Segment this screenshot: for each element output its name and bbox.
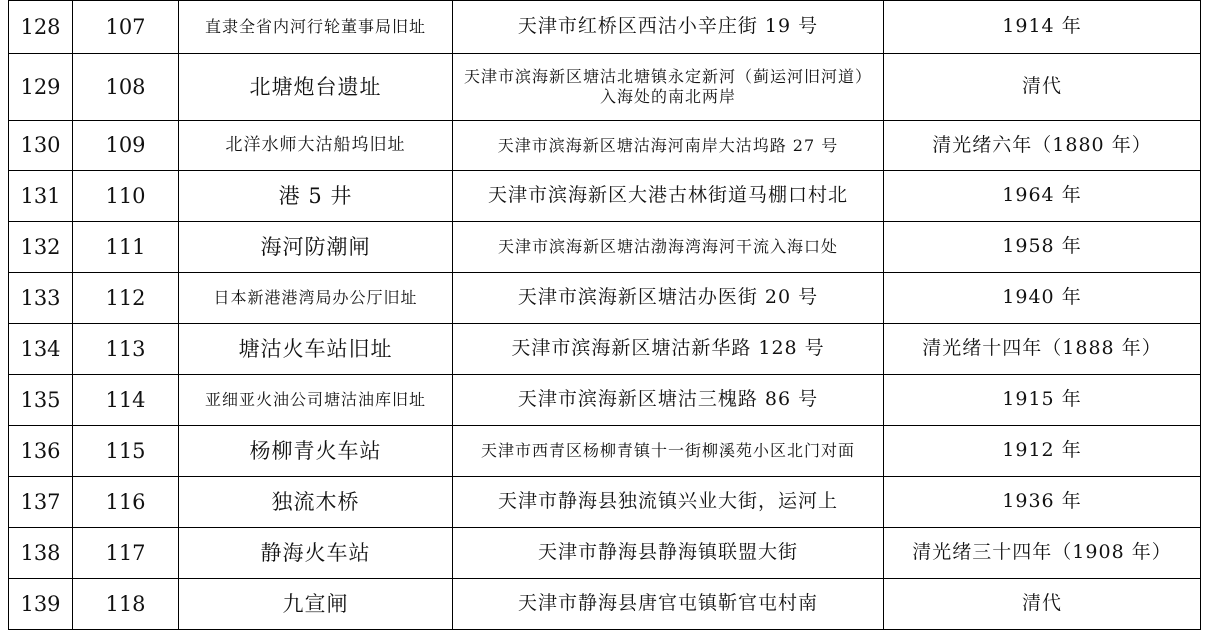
site-address: 天津市滨海新区塘沽渤海湾海河干流入海口处: [453, 222, 884, 273]
table-row: [9, 528, 1201, 579]
site-name: 静海火车站: [179, 528, 453, 579]
site-id: 111: [73, 222, 179, 273]
site-date: 1958 年: [884, 222, 1201, 273]
row-number: 129: [9, 54, 73, 121]
table-row: [9, 121, 1201, 171]
site-address: 天津市静海县静海镇联盟大街: [453, 528, 884, 579]
site-date: 1914 年: [884, 1, 1201, 54]
site-id: 109: [73, 121, 179, 171]
site-id: 115: [73, 426, 179, 477]
table-row: [9, 54, 1201, 121]
table-row: [9, 375, 1201, 426]
site-date: 1912 年: [884, 426, 1201, 477]
site-id: 118: [73, 579, 179, 630]
row-number: 138: [9, 528, 73, 579]
site-id: 116: [73, 477, 179, 528]
site-date: 清光绪六年（1880 年）: [884, 121, 1201, 171]
site-date: 清代: [884, 579, 1201, 630]
site-name: 港 5 井: [179, 171, 453, 222]
site-name: 北塘炮台遗址: [179, 54, 453, 121]
site-address: 天津市滨海新区塘沽北塘镇永定新河（蓟运河旧河道）入海处的南北两岸: [453, 54, 884, 121]
row-number: 136: [9, 426, 73, 477]
site-id: 110: [73, 171, 179, 222]
site-address: 天津市滨海新区塘沽海河南岸大沽坞路 27 号: [453, 121, 884, 171]
site-address: 天津市静海县唐官屯镇靳官屯村南: [453, 579, 884, 630]
table-row: [9, 222, 1201, 273]
site-date: 1940 年: [884, 273, 1201, 324]
site-address: 天津市红桥区西沽小辛庄街 19 号: [453, 1, 884, 54]
table-row: [9, 579, 1201, 630]
site-id: 108: [73, 54, 179, 121]
site-address: 天津市静海县独流镇兴业大街，运河上: [453, 477, 884, 528]
table-row: [9, 273, 1201, 324]
site-date: 1936 年: [884, 477, 1201, 528]
site-id: 107: [73, 1, 179, 54]
row-number: 131: [9, 171, 73, 222]
row-number: 128: [9, 1, 73, 54]
row-number: 130: [9, 121, 73, 171]
site-name: 北洋水师大沽船坞旧址: [179, 121, 453, 171]
row-number: 132: [9, 222, 73, 273]
site-address: 天津市滨海新区塘沽三槐路 86 号: [453, 375, 884, 426]
site-address: 天津市滨海新区大港古林街道马棚口村北: [453, 171, 884, 222]
site-date: 清光绪十四年（1888 年）: [884, 324, 1201, 375]
site-name: 直隶全省内河行轮董事局旧址: [179, 1, 453, 54]
site-name: 日本新港港湾局办公厅旧址: [179, 273, 453, 324]
row-number: 139: [9, 579, 73, 630]
row-number: 133: [9, 273, 73, 324]
table-row: [9, 426, 1201, 477]
site-address: 天津市滨海新区塘沽办医街 20 号: [453, 273, 884, 324]
site-id: 114: [73, 375, 179, 426]
site-name: 亚细亚火油公司塘沽油库旧址: [179, 375, 453, 426]
site-date: 清光绪三十四年（1908 年）: [884, 528, 1201, 579]
table-row: [9, 171, 1201, 222]
table-row: [9, 324, 1201, 375]
row-number: 135: [9, 375, 73, 426]
heritage-sites-table: [8, 0, 1201, 630]
row-number: 137: [9, 477, 73, 528]
site-name: 塘沽火车站旧址: [179, 324, 453, 375]
table-row: [9, 477, 1201, 528]
site-id: 112: [73, 273, 179, 324]
site-id: 113: [73, 324, 179, 375]
site-date: 1915 年: [884, 375, 1201, 426]
site-name: 杨柳青火车站: [179, 426, 453, 477]
site-date: 1964 年: [884, 171, 1201, 222]
site-name: 海河防潮闸: [179, 222, 453, 273]
site-id: 117: [73, 528, 179, 579]
site-address: 天津市滨海新区塘沽新华路 128 号: [453, 324, 884, 375]
site-address: 天津市西青区杨柳青镇十一街柳溪苑小区北门对面: [453, 426, 884, 477]
table-row: [9, 1, 1201, 54]
site-name: 九宣闸: [179, 579, 453, 630]
site-date: 清代: [884, 54, 1201, 121]
row-number: 134: [9, 324, 73, 375]
site-name: 独流木桥: [179, 477, 453, 528]
